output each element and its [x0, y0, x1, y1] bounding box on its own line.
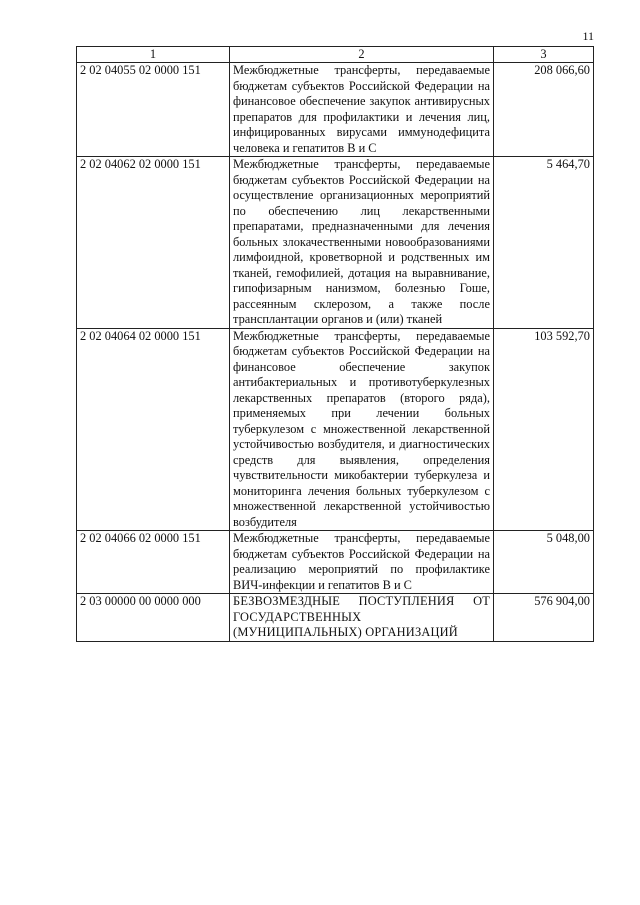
row-description: Межбюджетные трансферты, передаваемые бюджетам субъектов Российской Федерации на финансовое обеспечение закупок антивирусных препаратов для профилактики и лечения лиц, инфицированных вирусами иммунодефицита человека и гепатитов В и С — [230, 63, 494, 157]
budget-code: 2 02 04064 02 0000 151 — [77, 328, 230, 531]
row-description: Межбюджетные трансферты, передаваемые бюджетам субъектов Российской Федерации на финансовое обеспечение закупок антибактериальных и противотуберкулезных лекарственных препаратов (второго ряда), применяемых при лечении больных туберкулезом с множественной лекарственной устойчивостью возбудителя, и диагностических средств для выявления, определения чувствительности микобактерии туберкулеза и мониторинга лечения больных туберкулезом с множественной лекарственной устойчивостью возбудителя — [230, 328, 494, 531]
budget-code: 2 02 04062 02 0000 151 — [77, 157, 230, 329]
row-amount: 208 066,60 — [494, 63, 594, 157]
budget-code: 2 02 04055 02 0000 151 — [77, 63, 230, 157]
row-amount: 5 048,00 — [494, 531, 594, 594]
row-amount: 576 904,00 — [494, 594, 594, 642]
column-header-code: 1 — [77, 47, 230, 63]
column-header-description: 2 — [230, 47, 494, 63]
budget-code: 2 02 04066 02 0000 151 — [77, 531, 230, 594]
row-amount: 5 464,70 — [494, 157, 594, 329]
page-number: 11 — [582, 29, 594, 43]
table-row — [77, 157, 594, 329]
budget-revenue-table — [76, 46, 594, 642]
table-row — [77, 328, 594, 531]
row-amount: 103 592,70 — [494, 328, 594, 531]
table-row — [77, 63, 594, 157]
table-row — [77, 594, 594, 642]
budget-code: 2 03 00000 00 0000 000 — [77, 594, 230, 642]
row-description: Межбюджетные трансферты, передаваемые бюджетам субъектов Российской Федерации на осуществление организационных мероприятий по обеспечению лиц лекарственными препаратами, предназначенными для лечения больных злокачественными новообразованиями лимфоидной, кроветворной и родственных им тканей, гемофилией, дотация на выравнивание, гипофизарным нанизмом, болезнью Гоше, рассеянным склерозом, а также после трансплантации органов и (или) тканей — [230, 157, 494, 329]
row-description: Межбюджетные трансферты, передаваемые бюджетам субъектов Российской Федерации на реализацию мероприятий по профилактике ВИЧ-инфекции и гепатитов В и С — [230, 531, 494, 594]
header-row — [77, 47, 594, 63]
column-header-amount: 3 — [494, 47, 594, 63]
row-description: БЕЗВОЗМЕЗДНЫЕ ПОСТУПЛЕНИЯ ОТ ГОСУДАРСТВЕННЫХ (МУНИЦИПАЛЬНЫХ) ОРГАНИЗАЦИЙ — [230, 594, 494, 642]
table-row — [77, 531, 594, 594]
